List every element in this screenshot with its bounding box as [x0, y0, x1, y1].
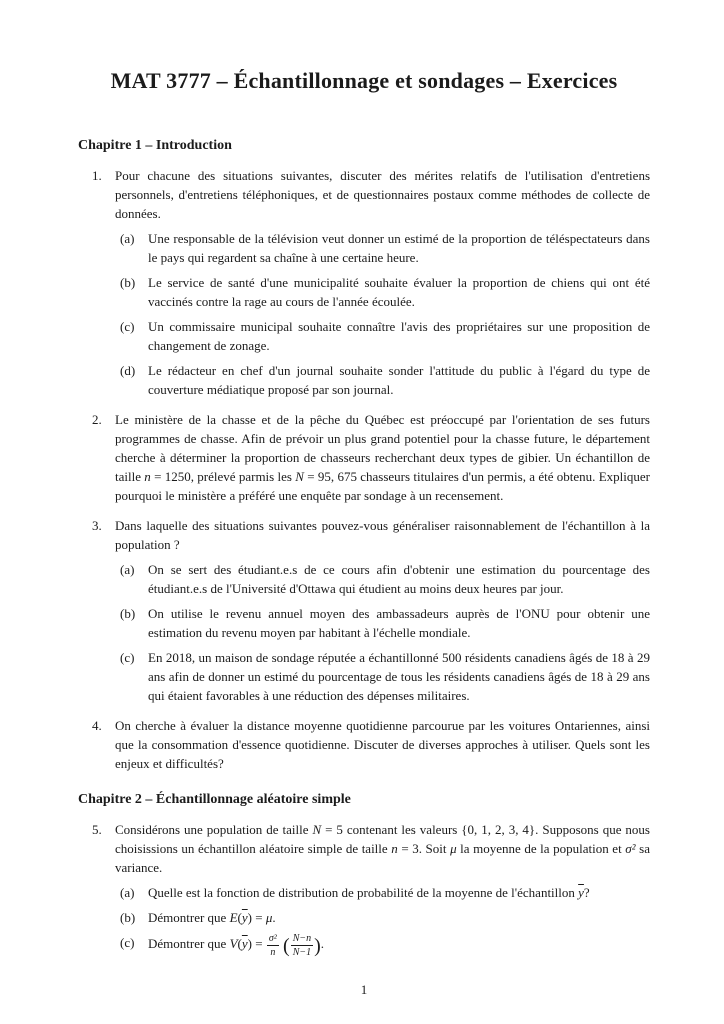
subitem-label: (a) [120, 231, 135, 246]
subitem-text: On utilise le revenu annuel moyen des ambassadeurs auprès de l'ONU pour obtenir une estimation du revenu moyen par habitant à l'échelle mondiale. [148, 606, 650, 640]
exercise-1-subitem-a [120, 229, 650, 267]
subitem-label: (c) [120, 319, 135, 334]
chapter-2-section [78, 790, 650, 958]
page-number: 1 [360, 982, 368, 997]
exercise-3-subitem-a [120, 560, 650, 598]
subitem-label: (b) [120, 606, 136, 621]
chapter-1-heading: Chapitre 1 – Introduction [78, 138, 232, 153]
subitem-text: On se sert des étudiant.e.s de ce cours afin d'obtenir une estimation du pourcentage des étudiant.e.s de l'Université d'Ottawa qui étudient au moins deux heures par jour. [148, 562, 650, 596]
subitem-label: (b) [120, 275, 136, 290]
exercise-2-text: Le ministère de la chasse et de la pêche du Québec est préoccupé par l'orientation de ses futurs programmes de chasse. Afin de prévoir un plus grand potentiel pour la chasse future, le département cherche à déterminer la proportion de chasseurs recherchant deux types de gibier. Un échantillon de taille n = 1250, prélevé parmis les N = 95, 675 chasseurs titulaires d'un permis, a été obtenu. Expliquer pourquoi le ministère a préféré une enquête par sondage à un recensement. [115, 412, 650, 503]
exercise-2 [78, 410, 650, 505]
exercise-5 [78, 820, 650, 958]
subitem-text: Le service de santé d'une municipalité souhaite évaluer la proportion de chiens qui ont été vaccinés contre la rage au cours de l'année écoulée. [148, 275, 650, 309]
exercise-1-subitem-b [120, 273, 650, 311]
subitem-text: Un commissaire municipal souhaite connaître l'avis des propriétaires sur une proposition de changement de zonage. [148, 319, 650, 353]
exercise-1-subitem-c [120, 317, 650, 355]
exercise-3-subitem-b [120, 604, 650, 642]
subitem-label: (b) [120, 910, 136, 925]
subitem-label: (c) [120, 935, 135, 950]
exercise-3-number: 3. [92, 518, 102, 533]
subitem-text: Une responsable de la télévision veut donner un estimé de la proportion de téléspectateurs dans le pays qui regardent sa chaîne à une certaine heure. [148, 231, 650, 265]
exercise-3-subitems [120, 560, 650, 705]
exercise-3-subitem-c [120, 648, 650, 705]
document-title: MAT 3777 – Échantillonnage et sondages – Exercices [110, 68, 618, 93]
subitem-label: (d) [120, 363, 136, 378]
exercise-1-number: 1. [92, 168, 102, 183]
subitem-text: Démontrer que $V(\overline{y})$ = $\frac{\text{σ²}}{n}$ ( $\frac{N-n}{N-1}$ ). [148, 933, 325, 958]
exercise-1-text: Pour chacune des situations suivantes, discuter des mérites relatifs de l'utilisation d'entretiens personnels, d'entretiens téléphoniques, et de questionnaires postaux comme méthodes de collecte de données. [115, 168, 650, 221]
chapter-2-heading: Chapitre 2 – Échantillonnage aléatoire simple [78, 792, 351, 807]
exercise-5-text: Considérons une population de taille N = 5 contenant les valeurs {0, 1, 2, 3, 4}. Supposons que nous choisissions un échantillon aléatoire simple de taille n = 3. Soit μ la moyenne de la population et σ² sa variance. [115, 822, 650, 875]
exercise-4-number: 4. [92, 718, 102, 733]
exercise-3-text: Dans laquelle des situations suivantes pouvez-vous généraliser raisonnablement de l'échantillon à la population ? [115, 518, 650, 552]
exercise-3 [78, 516, 650, 705]
exercise-4 [78, 716, 650, 773]
subitem-text: En 2018, un maison de sondage réputée a échantillonné 500 résidents canadiens âgés de 18 à 29 ans afin de donner un estimé du pourcentage de tous les résidents canadiens âgés de 18 à 29 ans qui étaient favorables à une réduction des dépenses militaires. [148, 650, 650, 703]
subitem-label: (a) [120, 885, 135, 900]
exercise-4-text: On cherche à évaluer la distance moyenne quotidienne parcourue par les voitures Ontariennes, ainsi que la consommation d'essence quotidienne. Discuter de diverses approches à utiliser. Quels sont les enjeux et difficultés? [115, 718, 650, 771]
exercise-2-number: 2. [92, 412, 102, 427]
exercise-1-subitem-d [120, 361, 650, 399]
chapter-1-section [78, 136, 650, 773]
subitem-label: (a) [120, 562, 135, 577]
subitem-text: Quelle est la fonction de distribution de probabilité de la moyenne de l'échantillon $\overline{y}$? [148, 885, 590, 900]
exercise-5-subitem-c [120, 933, 650, 958]
subitem-text: Le rédacteur en chef d'un journal souhaite sonder l'attitude du public à l'égard du type de couverture médiatique proposé par son journal. [148, 363, 650, 397]
exercise-5-number: 5. [92, 822, 102, 837]
subitem-label: (c) [120, 650, 135, 665]
exercise-5-subitems [120, 883, 650, 958]
exercise-1-subitems [120, 229, 650, 399]
subitem-text: Démontrer que $E(\overline{y}) = \mu$. [148, 910, 276, 925]
exercise-5-subitem-a [120, 883, 650, 902]
exercise-1 [78, 166, 650, 399]
exercise-5-subitem-b [120, 908, 650, 927]
